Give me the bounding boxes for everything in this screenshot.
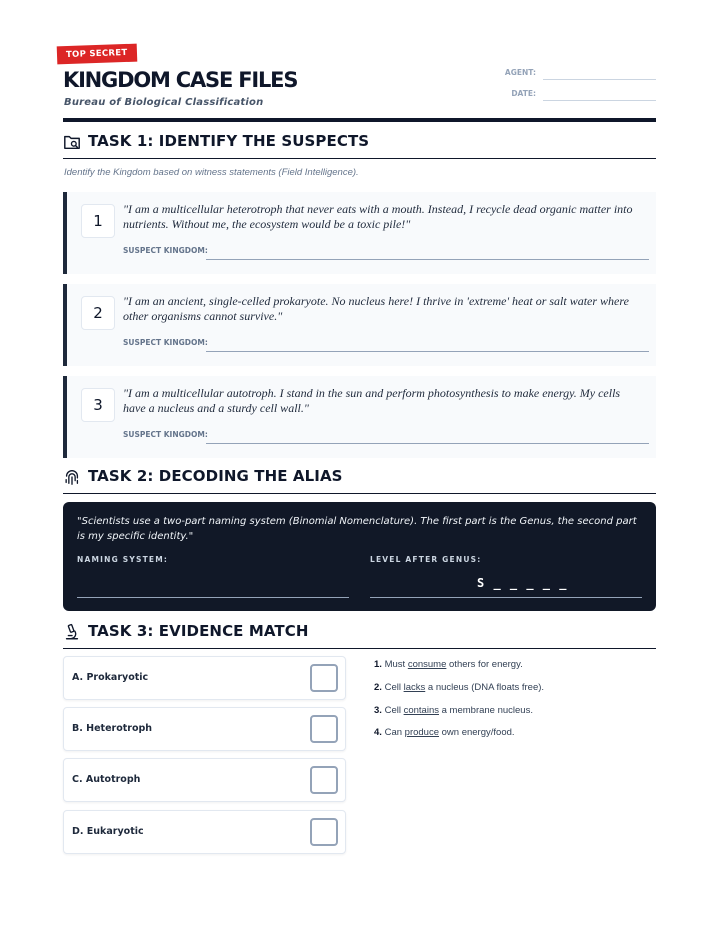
page-subtitle: Bureau of Biological Classification <box>64 97 264 108</box>
folder-search-icon <box>63 133 81 151</box>
microscope-icon <box>63 623 81 641</box>
suspect-kingdom-field[interactable] <box>206 259 649 260</box>
suspect-number: 1 <box>81 204 115 238</box>
term-label: B. Heterotroph <box>72 723 153 734</box>
answer-box[interactable] <box>310 818 338 846</box>
naming-system-label: NAMING SYSTEM: <box>77 555 169 564</box>
clue-number: 3. <box>374 705 382 716</box>
task1-title: TASK 1: IDENTIFY THE SUSPECTS <box>88 132 370 150</box>
task3-header <box>63 619 656 649</box>
suspect-statement: "I am a multicellular autotroph. I stand in the sun and perform photosynthesis to make energy. My cells have a nucleus and a sturdy cell wall." <box>123 386 621 415</box>
suspect-kingdom-label: SUSPECT KINGDOM: <box>123 430 208 439</box>
agent-field[interactable] <box>543 79 656 80</box>
fingerprint-icon <box>63 468 81 486</box>
suspect-card-1 <box>63 192 656 274</box>
term-label: D. Eukaryotic <box>72 826 144 837</box>
task1-instructions: Identify the Kingdom based on witness statements (Field Intelligence). <box>64 167 359 178</box>
task1-header <box>63 129 656 159</box>
date-field[interactable] <box>543 100 656 101</box>
evidence-term-b <box>63 707 346 751</box>
clue-text-post: others for energy. <box>449 659 523 670</box>
evidence-term-a <box>63 656 346 700</box>
evidence-term-c <box>63 758 346 802</box>
suspect-kingdom-field[interactable] <box>206 443 649 444</box>
clue-text-post: own energy/food. <box>441 727 515 738</box>
clue-item <box>374 727 515 738</box>
clue-keyword: consume <box>407 659 447 670</box>
suspect-card-3 <box>63 376 656 458</box>
clue-keyword: contains <box>403 705 439 716</box>
clue-number: 2. <box>374 682 382 693</box>
task2-header <box>63 464 656 494</box>
agent-label: AGENT: <box>504 68 536 77</box>
term-label: A. Prokaryotic <box>72 672 149 683</box>
suspect-statement: "I am a multicellular heterotroph that never eats with a mouth. Instead, I recycle dead organic matter into nutrients. Without me, the ecosystem would be a toxic pile!" <box>123 202 633 231</box>
clue-item <box>374 705 533 716</box>
clue-number: 1. <box>374 659 382 670</box>
alias-quote: "Scientists use a two-part naming system (Binomial Nomenclature). The first part is the Genus, the second part is my specific identity." <box>77 516 637 542</box>
level-after-genus-label: LEVEL AFTER GENUS: <box>370 555 482 564</box>
suspect-kingdom-field[interactable] <box>206 351 649 352</box>
alias-panel <box>63 502 656 611</box>
suspect-number: 2 <box>81 296 115 330</box>
naming-system-field[interactable] <box>77 597 349 598</box>
clue-item <box>374 659 523 670</box>
clue-text-pre: Cell <box>384 682 401 693</box>
answer-box[interactable] <box>310 715 338 743</box>
task2-title: TASK 2: DECODING THE ALIAS <box>88 467 343 485</box>
clue-text-pre: Must <box>384 659 406 670</box>
clue-keyword: produce <box>404 727 439 738</box>
suspect-number: 3 <box>81 388 115 422</box>
term-label: C. Autotroph <box>72 774 141 785</box>
level-hint: S _ _ _ _ _ <box>477 576 568 590</box>
clue-item <box>374 682 544 693</box>
clue-number: 4. <box>374 727 382 738</box>
header-divider <box>63 118 656 122</box>
task3-title: TASK 3: EVIDENCE MATCH <box>88 622 309 640</box>
page-title: KINGDOM CASE FILES <box>63 68 298 92</box>
answer-box[interactable] <box>310 664 338 692</box>
clue-text-post: a membrane nucleus. <box>441 705 533 716</box>
suspect-kingdom-label: SUSPECT KINGDOM: <box>123 246 208 255</box>
clue-text-post: a nucleus (DNA floats free). <box>427 682 545 693</box>
top-secret-stamp: TOP SECRET <box>57 44 137 65</box>
date-label: DATE: <box>511 89 536 98</box>
clue-keyword: lacks <box>403 682 426 693</box>
clue-text-pre: Cell <box>384 705 401 716</box>
clue-text-pre: Can <box>384 727 403 738</box>
suspect-card-2 <box>63 284 656 366</box>
answer-box[interactable] <box>310 766 338 794</box>
suspect-kingdom-label: SUSPECT KINGDOM: <box>123 338 208 347</box>
suspect-statement: "I am an ancient, single-celled prokaryote. No nucleus here! I thrive in 'extreme' heat or salt water where other organisms cannot survive." <box>123 294 629 323</box>
level-after-genus-field[interactable] <box>370 597 642 598</box>
evidence-term-d <box>63 810 346 854</box>
